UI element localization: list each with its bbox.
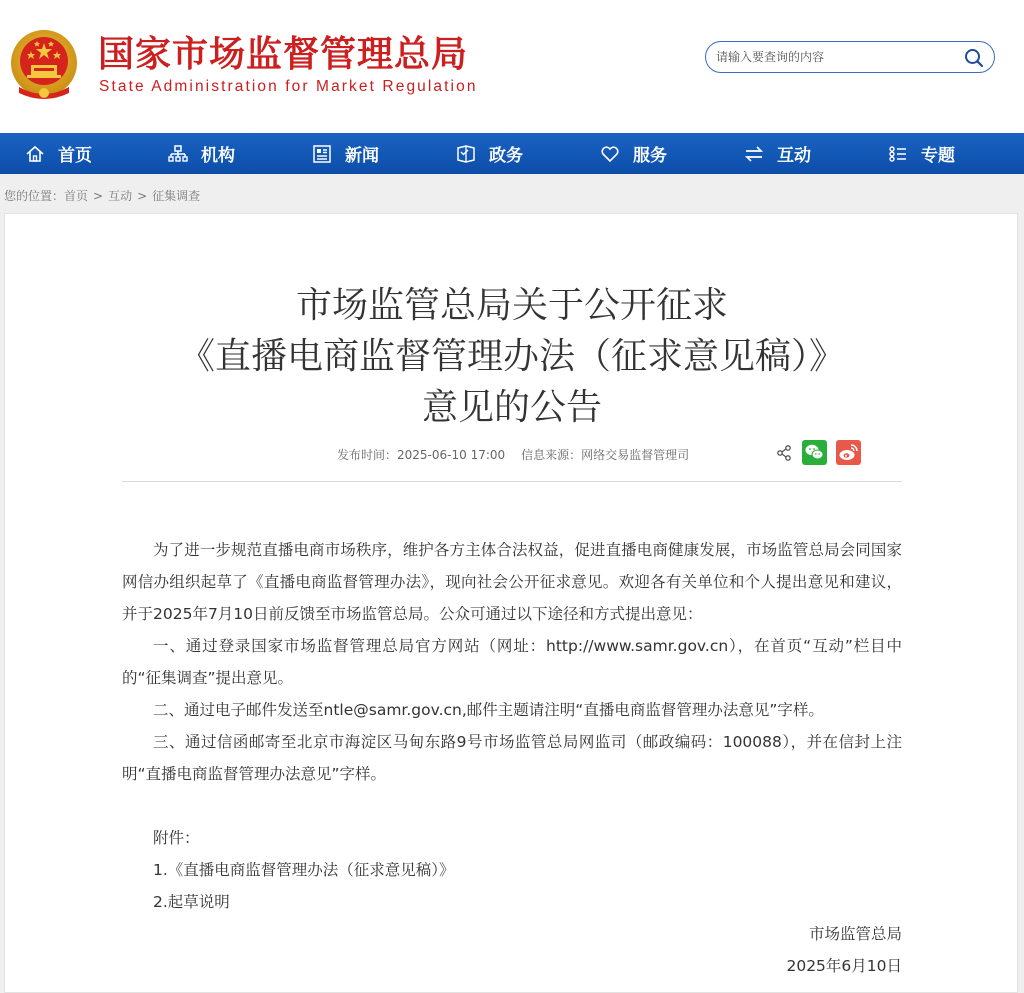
attachment-link[interactable]: 1.《直播电商监督管理办法（征求意见稿）》 xyxy=(153,861,455,879)
breadcrumb xyxy=(4,187,200,204)
article-paragraph: 为了进一步规范直播电商市场秩序，维护各方主体合法权益，促进直播电商健康发展，市场监管总局会同国家网信办组织起草了《直播电商监督管理办法》，现向社会公开征求意见。欢迎各有关单位和个人提出意见和建议，并于2025年7月10日前反馈至市场监管总局。公众可通过以下途径和方式提出意见： xyxy=(122,541,902,623)
meta-divider xyxy=(122,481,902,482)
gov-icon xyxy=(455,143,477,165)
nav-label: 服务 xyxy=(633,146,667,166)
heart-icon xyxy=(599,143,621,165)
signature-date: 2025年6月10日 xyxy=(786,957,902,975)
nav-label: 互动 xyxy=(777,146,811,166)
article-title-line: 市场监管总局关于公开征求 xyxy=(295,285,728,326)
nav-label: 新闻 xyxy=(345,146,379,166)
site-title[interactable]: 国家市场监督管理总局 xyxy=(98,34,469,75)
breadcrumb-home-link[interactable]: 首页 xyxy=(64,189,89,203)
article-title-line: 意见的公告 xyxy=(421,387,602,428)
wechat-icon[interactable] xyxy=(802,440,827,465)
nav-item-topic[interactable] xyxy=(887,133,955,174)
nav-item-news[interactable] xyxy=(311,133,379,174)
breadcrumb-separator: > xyxy=(93,189,104,203)
nav-label: 专题 xyxy=(921,146,955,166)
nav-item-org[interactable] xyxy=(167,133,235,174)
article-body xyxy=(122,534,902,982)
article-title-line: 《直播电商监督管理办法（征求意见稿）》 xyxy=(178,336,845,377)
breadcrumb-separator: > xyxy=(137,189,148,203)
main-nav xyxy=(0,133,1024,174)
nav-item-service[interactable] xyxy=(599,133,667,174)
source-value: 网络交易监督管理司 xyxy=(581,448,690,462)
publish-label: 发布时间： xyxy=(337,448,398,462)
news-icon xyxy=(311,143,333,165)
attachments-label: 附件： xyxy=(153,829,200,847)
search-input[interactable] xyxy=(716,48,946,66)
site-subtitle: State Administration for Market Regulation xyxy=(99,78,478,95)
weibo-icon[interactable] xyxy=(836,440,861,465)
share-bar xyxy=(776,439,866,465)
article-meta xyxy=(337,446,689,463)
home-icon xyxy=(24,143,46,165)
nav-item-interact[interactable] xyxy=(743,133,811,174)
nav-label: 政务 xyxy=(489,146,523,166)
publish-time: 2025-06-10 17:00 xyxy=(397,448,506,462)
search-box xyxy=(705,41,995,73)
breadcrumb-survey-link[interactable]: 征集调查 xyxy=(152,189,201,203)
article-paragraph: 一、通过登录国家市场监督管理总局官方网站（网址：http://www.samr.gov.cn），在首页“互动”栏目中的“征集调查”提出意见。 xyxy=(122,637,902,687)
article-title xyxy=(5,280,1019,433)
attachment-link[interactable]: 2.起草说明 xyxy=(153,893,230,911)
org-icon xyxy=(167,143,189,165)
breadcrumb-interact-link[interactable]: 互动 xyxy=(108,189,133,203)
source-label: 信息来源： xyxy=(521,448,582,462)
national-emblem-icon[interactable] xyxy=(9,27,79,103)
breadcrumb-prefix: 您的位置： xyxy=(4,189,65,203)
nav-label: 机构 xyxy=(201,146,235,166)
article-paragraph: 三、通过信函邮寄至北京市海淀区马甸东路9号市场监管总局网监司（邮政编码：100088），并在信封上注明“直播电商监督管理办法意见”字样。 xyxy=(122,733,902,783)
topic-icon xyxy=(887,143,909,165)
share-icon[interactable] xyxy=(776,445,792,461)
article-paragraph: 二、通过电子邮件发送至ntle@samr.gov.cn,邮件主题请注明“直播电商监督管理办法意见”字样。 xyxy=(153,701,824,719)
signature: 市场监管总局 xyxy=(808,925,902,943)
site-header xyxy=(0,0,1024,133)
exchange-icon xyxy=(743,143,765,165)
nav-item-gov[interactable] xyxy=(455,133,523,174)
nav-item-home[interactable] xyxy=(24,133,92,174)
search-icon[interactable] xyxy=(964,48,984,68)
article-container xyxy=(4,213,1018,993)
nav-label: 首页 xyxy=(58,146,92,166)
